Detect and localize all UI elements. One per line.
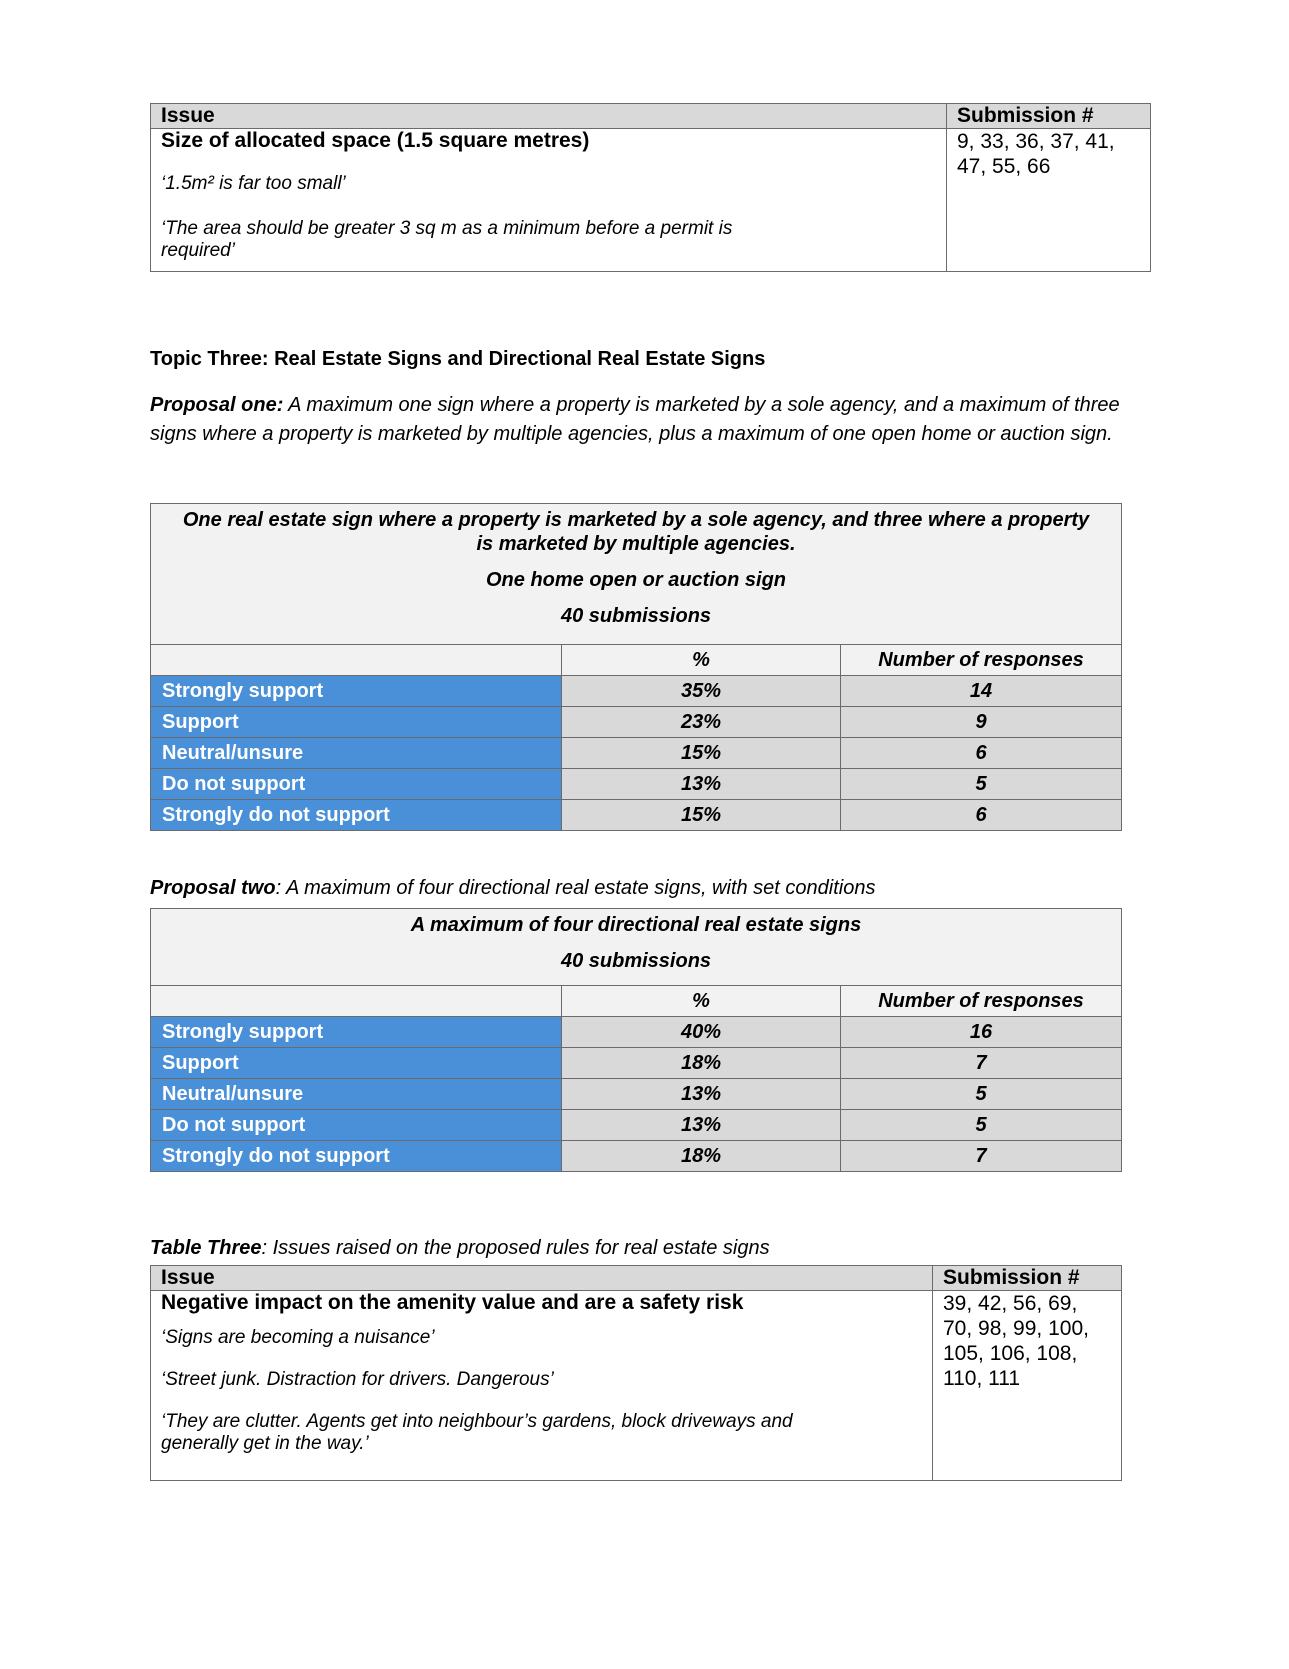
- caption-line: A maximum of four directional real estate signs: [410, 914, 862, 936]
- table-row: [151, 1079, 1122, 1110]
- row-label: Do not support: [151, 1110, 562, 1141]
- proposal-two-text: : A maximum of four directional real estate signs, with set conditions: [275, 877, 876, 899]
- column-percent: %: [562, 986, 841, 1017]
- submission-line: 9, 33, 36, 37, 41,: [957, 130, 1115, 153]
- issue-quote: ‘They are clutter. Agents get into neighbour’s gardens, block driveways and generally get in the way.’: [161, 1411, 793, 1454]
- row-label: Strongly do not support: [151, 1141, 562, 1172]
- row-count: 7: [841, 1141, 1122, 1172]
- row-percent: 23%: [562, 707, 841, 738]
- column-responses: Number of responses: [841, 645, 1122, 676]
- row-count: 9: [841, 707, 1122, 738]
- table-row: [151, 676, 1122, 707]
- table-row: [151, 129, 1151, 272]
- proposal-two-paragraph: [150, 874, 875, 903]
- survey-caption: [151, 504, 1122, 645]
- submission-line: 110, 111: [943, 1367, 1021, 1390]
- row-label: Do not support: [151, 769, 562, 800]
- header-submission: Submission #: [947, 104, 1151, 129]
- issue-table-header-row: [151, 1266, 1122, 1291]
- table-row: [151, 1141, 1122, 1172]
- issue-quote: ‘Signs are becoming a nuisance’: [161, 1327, 435, 1348]
- header-issue: Issue: [151, 104, 947, 129]
- issue-quote: ‘The area should be greater 3 sq m as a minimum before a permit is required’: [161, 218, 733, 261]
- row-percent: 13%: [562, 769, 841, 800]
- row-count: 6: [841, 738, 1122, 769]
- table-row: [151, 769, 1122, 800]
- table-row: [151, 738, 1122, 769]
- survey-column-header-row: [151, 645, 1122, 676]
- row-label: Strongly support: [151, 676, 562, 707]
- issue-cell: [151, 129, 947, 272]
- submission-line: 105, 106, 108,: [943, 1342, 1078, 1365]
- row-count: 16: [841, 1017, 1122, 1048]
- proposal-one-paragraph: [150, 391, 1125, 449]
- proposal-one-text: A maximum one sign where a property is marketed by a sole agency, and a maximum of three signs where a property is marketed by multiple agencies, plus a maximum of one open home or auction sign.: [150, 394, 1120, 445]
- table-row: [151, 707, 1122, 738]
- issue-title: Size of allocated space (1.5 square metres): [161, 129, 590, 152]
- header-submission: Submission #: [933, 1266, 1122, 1291]
- table-row: [151, 1017, 1122, 1048]
- row-label: Neutral/unsure: [151, 738, 562, 769]
- issue-cell: [151, 1291, 933, 1481]
- submission-line: 47, 55, 66: [957, 155, 1051, 178]
- submissions-cell: [947, 129, 1151, 272]
- row-count: 14: [841, 676, 1122, 707]
- table-three-text: : Issues raised on the proposed rules for real estate signs: [261, 1237, 770, 1259]
- row-percent: 13%: [562, 1079, 841, 1110]
- table-row: [151, 1110, 1122, 1141]
- header-issue: Issue: [151, 1266, 933, 1291]
- row-label: Support: [151, 707, 562, 738]
- survey-table-proposal-one: [150, 503, 1122, 831]
- row-count: 7: [841, 1048, 1122, 1079]
- table-row: [151, 1291, 1122, 1481]
- row-percent: 15%: [562, 738, 841, 769]
- table-row: [151, 1048, 1122, 1079]
- caption-line: 40 submissions: [560, 950, 712, 972]
- row-percent: 13%: [562, 1110, 841, 1141]
- caption-line: 40 submissions: [560, 605, 712, 627]
- caption-line: One real estate sign where a property is marketed by a sole agency, and three where a property is marketed by multiple agencies.: [182, 509, 1090, 555]
- submission-line: 70, 98, 99, 100,: [943, 1317, 1089, 1340]
- row-percent: 40%: [562, 1017, 841, 1048]
- survey-caption-row: [151, 504, 1122, 645]
- survey-table-proposal-two: [150, 908, 1122, 1172]
- survey-caption: [151, 909, 1122, 986]
- row-count: 5: [841, 1110, 1122, 1141]
- caption-line: One home open or auction sign: [485, 569, 787, 591]
- row-count: 6: [841, 800, 1122, 831]
- table-three-label: Table Three: [150, 1237, 262, 1259]
- submissions-cell: [933, 1291, 1122, 1481]
- issue-table-header-row: [151, 104, 1151, 129]
- row-count: 5: [841, 769, 1122, 800]
- proposal-one-label: Proposal one:: [150, 394, 284, 416]
- column-percent: %: [562, 645, 841, 676]
- issue-table-real-estate-signs: [150, 1265, 1122, 1481]
- issue-title: Negative impact on the amenity value and are a safety risk: [161, 1291, 744, 1314]
- issue-quote: ‘1.5m² is far too small’: [161, 173, 346, 194]
- row-label: Strongly support: [151, 1017, 562, 1048]
- row-percent: 18%: [562, 1048, 841, 1079]
- submission-line: 39, 42, 56, 69,: [943, 1292, 1078, 1315]
- row-percent: 18%: [562, 1141, 841, 1172]
- row-count: 5: [841, 1079, 1122, 1110]
- row-label: Neutral/unsure: [151, 1079, 562, 1110]
- row-percent: 15%: [562, 800, 841, 831]
- blank-header: [151, 645, 562, 676]
- blank-header: [151, 986, 562, 1017]
- issue-table-space-size: [150, 103, 1151, 272]
- issue-quote: ‘Street junk. Distraction for drivers. Dangerous’: [161, 1369, 554, 1390]
- column-responses: Number of responses: [841, 986, 1122, 1017]
- proposal-two-label: Proposal two: [150, 877, 276, 899]
- row-label: Support: [151, 1048, 562, 1079]
- topic-heading: Topic Three: Real Estate Signs and Directional Real Estate Signs: [150, 348, 766, 370]
- table-three-caption: [150, 1234, 770, 1263]
- row-percent: 35%: [562, 676, 841, 707]
- survey-caption-row: [151, 909, 1122, 986]
- row-label: Strongly do not support: [151, 800, 562, 831]
- survey-column-header-row: [151, 986, 1122, 1017]
- table-row: [151, 800, 1122, 831]
